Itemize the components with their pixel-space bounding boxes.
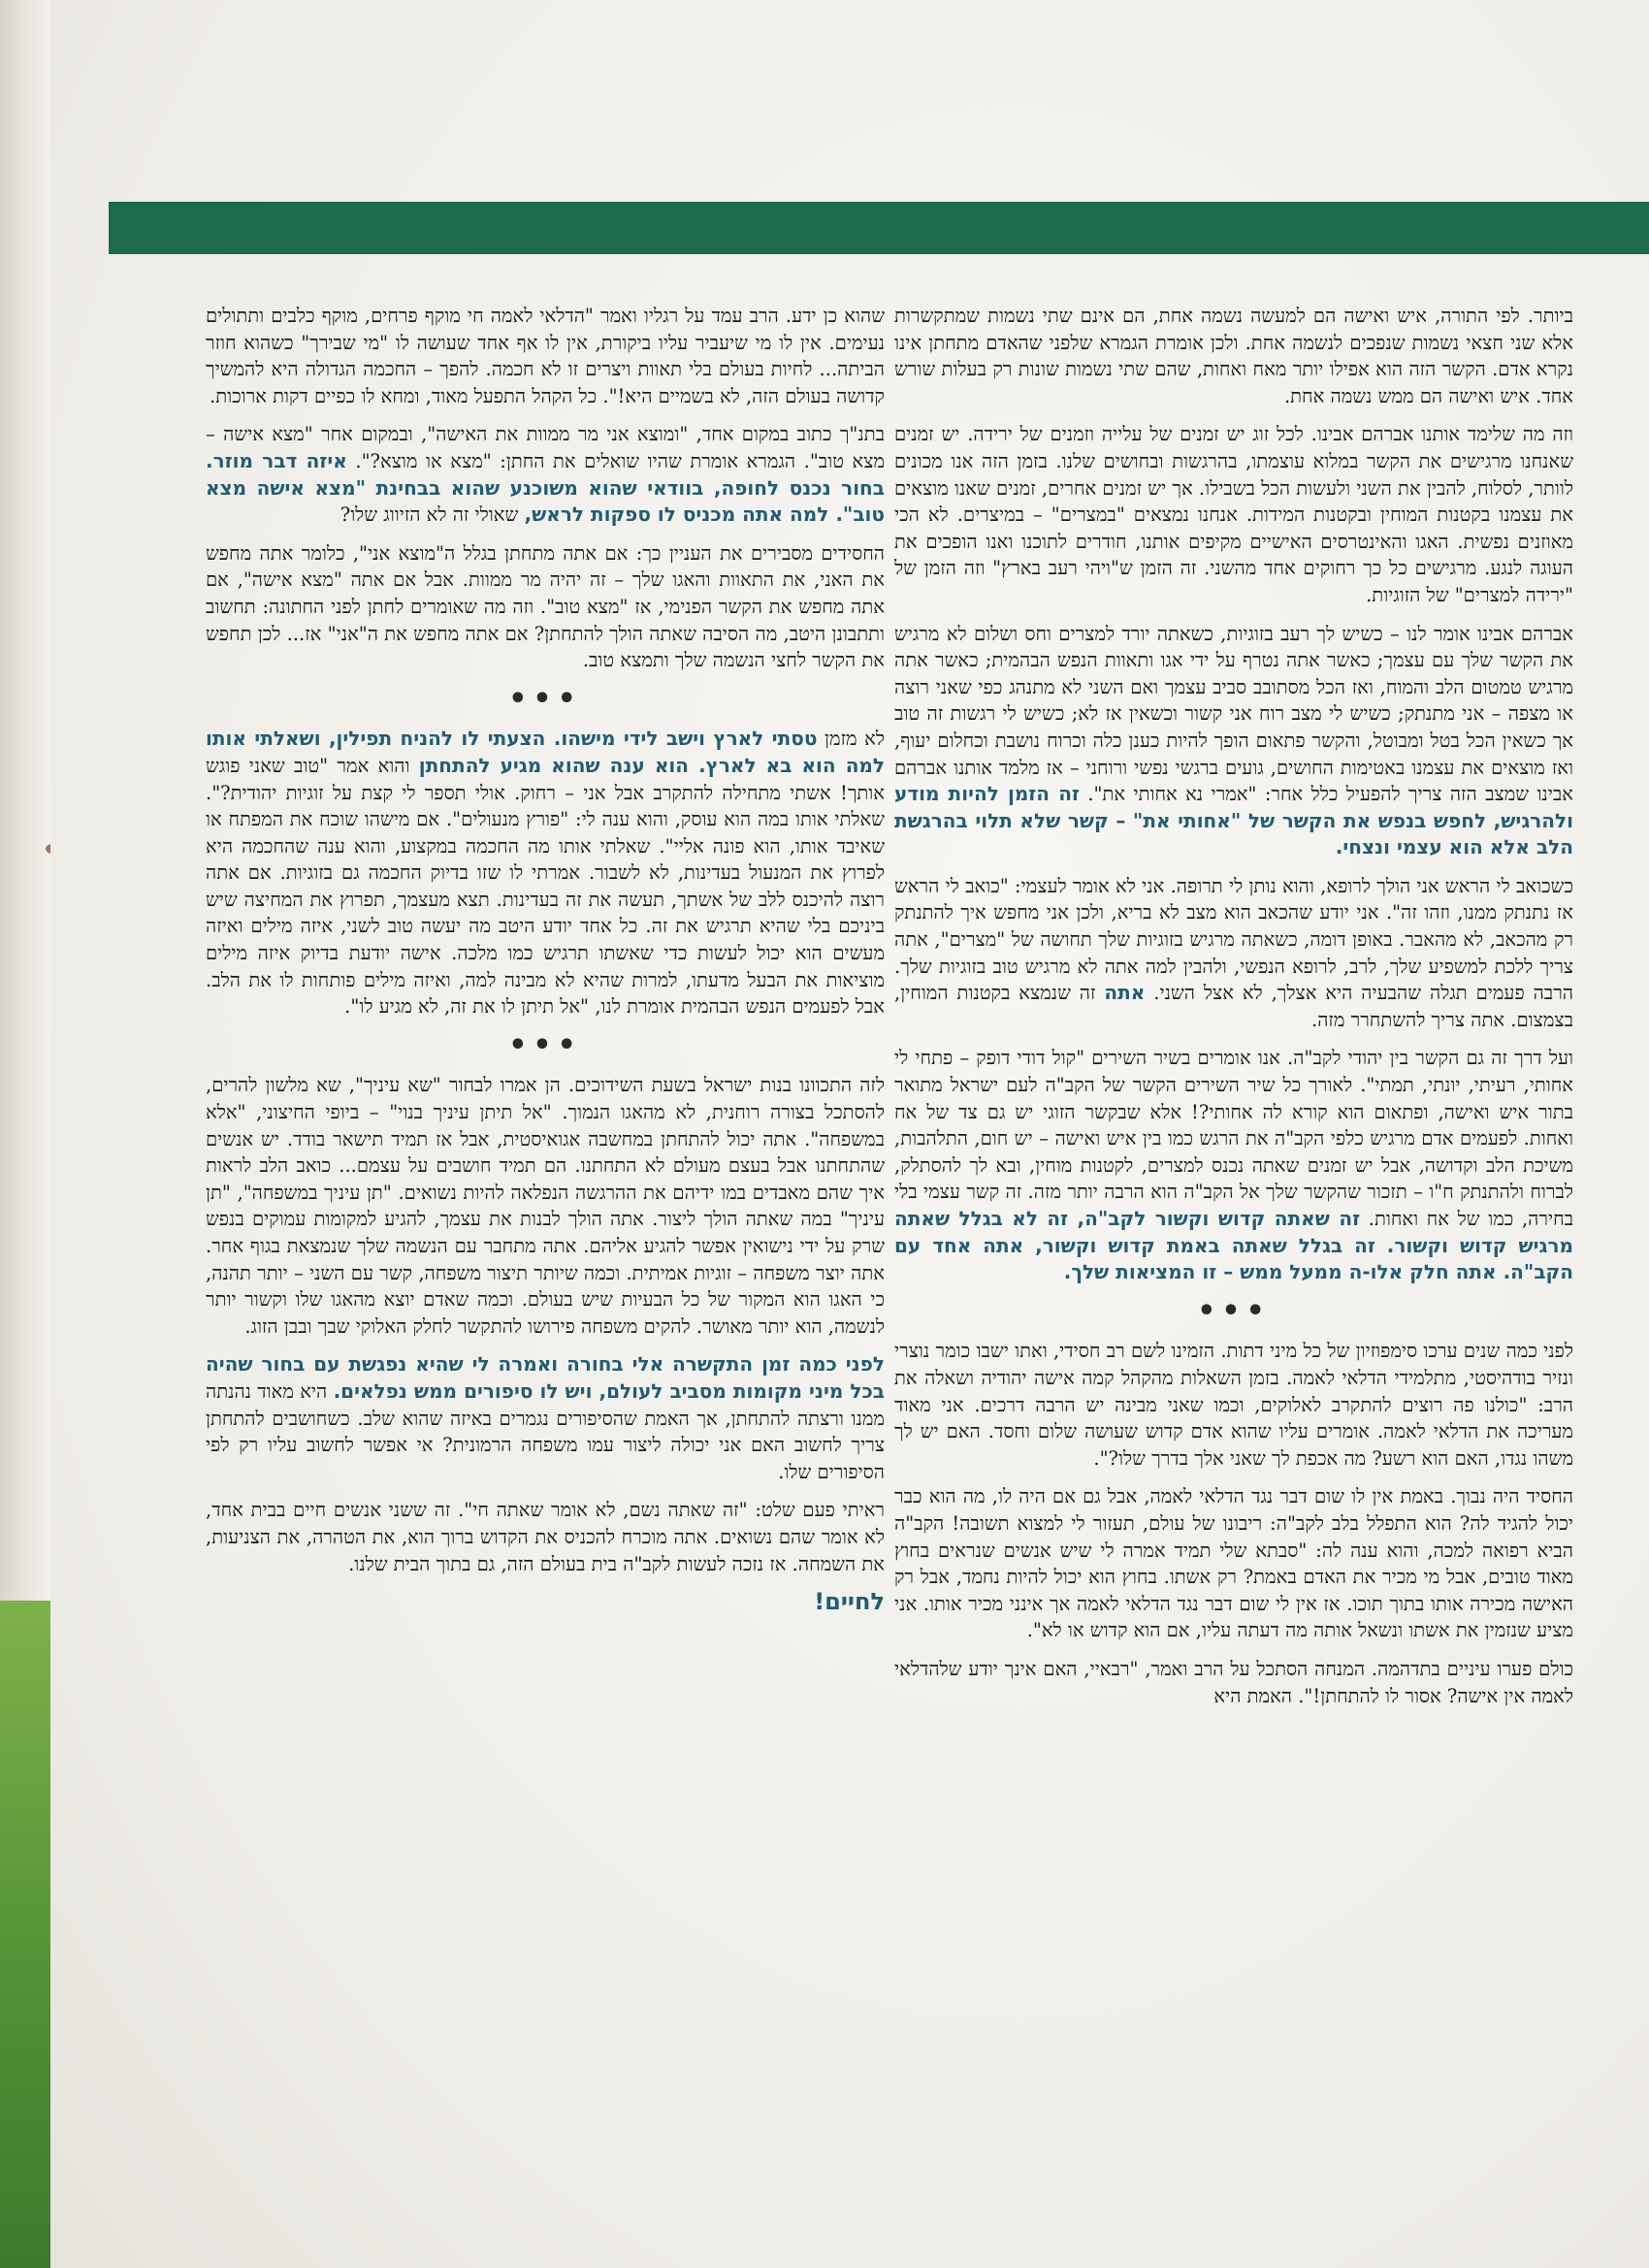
paragraph: לפני כמה שנים ערכו סימפוזיון של כל מיני דתות. הזמינו לשם רב חסידי, ואתו ישבו כומר נוצרי ונזיר בודהיסטי, מתלמידי הדלאי לאמה. בזמן השאלות מהקהל קמה אישה יהודיה ושאלה את הרב: "כולנו פה רוצים להתקרב לאלוקים, וכמו שאני מבינה יש הרבה דרכים. אני מאוד מעריכה את הדלאי לאמה. אומרים עליו שהוא אדם קדוש שעושה שלום וחסד. האם יש לך משהו נגדו, האם הוא רשע? מה אכפת לך שאני אלך בדרך שלו?". (894, 1340, 1573, 1470)
highlighted-quote: זה שאתה קדוש וקשור לקב"ה, זה לא בגלל שאתה מרגיש קדוש וקשור. זה בגלל שאתה באמת קדוש וקשור, אתה אחד עם הקב"ה. אתה חלק אלו-ה ממעל ממש – זו המציאות שלך. (894, 1207, 1573, 1284)
highlighted-quote: לפני כמה זמן התקשרה אלי בחורה ואמרה לי שהיא נפגשת עם בחור שהיה בכל מיני מקומות מסביב לעולם, ויש לו סיפורים ממש נפלאים. (206, 1352, 885, 1403)
paragraph: ראיתי פעם שלט: "זה שאתה נשם, לא אומר שאתה חי". זה ששני אנשים חיים בבית אחד, לא אומר שהם נשואים. אתה מוכרח להכניס את הקדוש ברוך הוא, את הטהרה, את הצניעות, את השמחה. אז נזכה לעשות לקב"ה בית בעולם הזה, גם בתוך הבית שלנו. (206, 1499, 885, 1575)
paragraph-text: לא מזמן (824, 728, 886, 751)
article-signoff: לחיים! (814, 1588, 885, 1616)
paragraph-text: כשכואב לי הראש אני הולך לרופא, והוא נותן לי תרופה. אני לא אומר לעצמי: "כואב לי הראש אז נתנתק ממנו, וזהו זה". אני יודע שהכאב הוא מצב לא בריא, ולכן אני מחפש איך להתנתק רק מהכאב, לא מהאבר. באופן דומה, כשאתה מרגיש בזוגיות שלך תחושה של "מצרים", אתה צריך ללכת למשפיע שלך, לרב, לרופא הנפשי, ולהבין למה אתה לא מרגיש טוב בזוגיות שלך. הרבה פעמים תגלה שהבעיה היא אצלך, לא אצל השני. (894, 874, 1573, 1005)
paragraph: ביותר. לפי התורה, איש ואישה הם למעשה נשמה אחת, הם אינם שתי נשמות שמתקשרות אלא שני חצאי נשמות שנפכים לנשמה אחת. ולכן אומרת הגמרא שלפני שהאדם מתחתן אינו נקרא אדם. הקשר הזה הוא אפילו יותר מאח ואחות, שהם שתי נשמות שונות רק בעלות שורש אחד. איש ואישה הם ממש נשמה אחת. (894, 305, 1573, 407)
paragraph: וזה מה שלימד אותנו אברהם אבינו. לכל זוג יש זמנים של עלייה וזמנים של ירידה. יש זמנים שאנחנו מרגישים את הקשר במלוא עוצמתו, בהרגשות ובחושים שלנו. בזמן הזה אנו מכונים לוותר, לסלוח, להבין את השני ולעשות הכל בשבילו. אך יש זמנים אחרים, זמנים שאנו מוצאים את עצמנו בקטנות המוחין ובקטנות המידות. אנחנו נמצאים "במצרים" – במיצרים. לא הכי מאוזנים נפשית. האגו והאינטרסים האישיים מקיפים אותנו, חודרים לתוכנו ואנו הופכים את העוגה לנגע. מרגישים כל כך רחוקים אחד מהשני. זה הזמן ש"ויהי רעב בארץ" וזה הזמן של "ירידה למצרים" של הזוגיות. (894, 423, 1573, 606)
previous-page-green-edge (0, 1601, 58, 2268)
paragraph (206, 726, 885, 1021)
paragraph (206, 421, 885, 528)
highlighted-word: אתה (1104, 981, 1146, 1005)
highlighted-quote: זה הזמן להיות מודע ולהרגיש, לחפש בנפש את הקשר של "אחותי את" – קשר שלא תלוי בהרגשת הלב אלא הוא עצמי ונצחי. (894, 782, 1573, 859)
paragraph-text: אברהם אבינו אומר לנו – כשיש לך רעב בזוגיות, כשאתה יורד למצרים וחס ושלום לא מרגיש את הקשר שלך עם עצמך; כאשר אתה נטרף על ידי אגו ותאוות הנפש הבהמית; כאשר אתה מרגיש טמטום הלב והמוח, ואז הכל מסתובב סביב עצמך ואם השני לא מתנהג כפי שאני רוצה או מצפה – אני מתנתק; כשיש לי מצב רוח אני קשור וכשאין אז לא; כשיש לי רגשות זה טוב אך כשאין הכל בטל ומבוטל, והקשר פתאום הופך להיות כענן כלה וכרוח נושבת וכחלום יעוף, ואז מוצאים את עצמנו באטימות החושים, גועים ברגשי נפשי ורוחני – אז מלמד אותנו אברהם אבינו שמצב הזה צריך להפעיל כלל אחר: "אמרי נא אחותי את". (894, 622, 1573, 806)
paragraph (894, 873, 1573, 1034)
paragraph-text: שאולי זה לא הזיווג שלו? (340, 503, 519, 527)
paragraph-text: ועל דרך זה גם הקשר בין יהודי לקב"ה. אנו אומרים בשיר השירים "קול דודי דופק – פתחי לי אחותי, רעיתי, יונתי, תמתי". לאורך כל שיר השירים הקשר של הקב"ה לעם ישראל מתואר בתור איש ואישה, ופתאום הוא קורא לה אחותי?! אלא שבקשר הזוגי יש גם צד של אח ואחות. לפעמים אדם מרגיש כלפי הקב"ה את הרגש כמו בין איש ואישה – יש חום, התלהבות, משיכת הלב וקדושה, אבל יש זמנים שאתה נכנס למצרים, לקטנות מוחין, ובא לך להסתלק, לברוח ולהתנתק ח"ו – תזכור שהקשר שלך אל הקב"ה הוא הרבה יותר מזה. זה קשר עצמי בלי בחירה, כמו של אח ואחות. (894, 1047, 1574, 1230)
paragraph-text: בתנ"ך כתוב במקום אחד, "ומוצא אני מר ממוות את האישה", ובמקום אחר "מצא אישה – מצא טוב". הגמרא אומרת שהיו שואלים את החתן: "מצא או מוצא?". (206, 423, 886, 472)
paragraph: לזה התכוונו בנות ישראל בשעת השידוכים. הן אמרו לבחור "שא עיניך", שא מלשון להרים, להסתכל בצורה רוחנית, לא מהאגו הנמוך. "אל תיתן עיניך בנוי" – ביופי החיצוני, "אלא במשפחה". אתה יכול להתחתן במחשבה אגואיסטית, אבל אז תמיד תישאר בודד. יש אנשים שהתחתנו אבל בעצם מעולם לא התחתנו. הם תמיד חושבים על עצמם... כואב הלב לראות איך שהם מאבדים במו ידיהם את ההרגשה הנפלאה להיות נשואים. "תן עיניך במשפחה", "תן עיניך" במה שאתה הולך ליצור. אתה הולך לבנות את עצמך, להגיע למקומות עמוקים בנפש שרק על ידי נישואין אפשר להגיע אליהם. אתה מתחבר עם הנשמה שלך שנמצאת בגוף אחר. אתה יוצר משפחה – זוגיות אמיתית. וכמה שיותר תיצור משפחה, קשר עם השני – יותר תהנה, כי האגו הוא המקור של כל הבעיות שיש בעולם. וכמה שאדם יוצא מהאגו שלו וקשור יותר לנשמה, הוא יותר מאושר. להקים משפחה פירושו להתקשר לחלק האלוקי שבך ובבן הזוג. (206, 1074, 885, 1338)
highlighted-quote: טסתי לארץ וישב לידי מישהו. הצעתי לו להניח תפילין, ושאלתי אותו למה הוא בא לארץ. הוא ענה שהוא מגיע להתחתן (206, 727, 886, 777)
section-divider: ••• (508, 1027, 582, 1062)
article-column-right (894, 303, 1573, 1721)
paragraph: החסיד היה נבוך. באמת אין לו שום דבר נגד הדלאי לאמה, אבל גם אם היה לו, מה הוא כבר יכול להגיד לה? הוא התפלל בלב לקב"ה: ריבונו של עולם, תעזור לי למצוא תשובה! הקב"ה הביא רפואה למכה, והוא ענה לה: "סבתא שלי תמיד אמרה לי שיש אנשים שנראים בחוץ מאוד טובים, אבל מי מכיר את האדם באמת? רק אשתו. בחוץ הוא יכול להיות נחמד, אבל רק האישה מכירה אותו בתוך תוכו. אז אין לי שום דבר נגד הדלאי לאמה אך אינני מכיר אותו. אני מציע שנזמין את אשתו ונשאל אותה מה דעתה עליו, אם הוא קדוש או לא". (894, 1485, 1573, 1642)
section-divider: ••• (1197, 1293, 1271, 1328)
paragraph-text: זה שנמצא בקטנות המוחין, בצמצום. אתה צריך להשתחרר מזה. (894, 982, 1573, 1031)
section-divider: ••• (508, 681, 582, 716)
paragraph-text: היא מאוד נהנתה ממנו ורצתה להתחתן, אך האמת שהסיפורים נגמרים באיזה שהוא שלב. כשחושבים להתחתן צריך לחשוב האם אני יכולה ליצור עמו משפחה הרמונית? אי אפשר לחשוב עליו רק לפי הסיפורים שלו. (206, 1379, 885, 1483)
paragraph (206, 1351, 885, 1485)
paragraph: כולם פערו עיניים בתדהמה. המנחה הסתכל על הרב ואמר, "רבאיי, האם אינך יודע שלהדלאי לאמה אין אישה? אסור לו להתחתן!". האמת היא (894, 1657, 1573, 1707)
paragraph (894, 1045, 1573, 1285)
article-column-left (206, 303, 885, 1616)
paragraph-text: והוא אמר "טוב שאני פוגש אותך! אשתי מתחילה להתקרב אבל אני – רחוק. אולי תספר לי קצת על זוגיות יהודית?". שאלתי אותו במה הוא עוסק, והוא ענה לי: "פורץ מנעולים". אם מישהו שוכח את המפתח או שאיבד אותו, הוא פונה אליי". שאלתי אותו מה החכמה במקצוע, והוא ענה שהחכמה היא לפרוץ את המנעול בעדינות, לא לשבור. אמרתי לו שזו בדיוק החכמה גם בזוגיות. אם אתה רוצה להיכנס ללב של אשתך, תעשה את זה בעדינות. תצא מעצמך, תפרוץ את המחיצה שיש ביניכם בלי שהיא תרגיש את זה. כל אחד יודע היטב מה יעשה טוב לשני, איזה מילים ואיזה מעשים הוא יכול לעשות כדי שאשתו תרגיש כמו מלכה. אישה יודעת בדיוק איזה מילים מוציאות את הבעל מדעתו, למרות שהיא לא מבינה למה, ואיזה מילים פותחות לו את הלב. אבל לפעמים הנפש הבהמית אומרת לנו, "אל תיתן לו את זה, לא מגיע לו". (206, 754, 885, 1019)
paragraph: החסידים מסבירים את העניין כך: אם אתה מתחתן בגלל ה"מוצא אני", כלומר אתה מחפש את האני, את התאוות והאגו שלך – זה יהיה מר ממוות. אבל אם אתה "מצא אישה", אם אתה מחפש את הקשר הפנימי, אז "מצא טוב". וזה מה שאומרים לחתן לפני החתונה: תחשוב ותתבונן היטב, מה הסיבה שאתה הולך להתחתן? אם אתה מחפש את ה"אני" אז... לכן תחפש את הקשר לחצי הנשמה שלך ותמצא טוב. (206, 541, 885, 672)
paragraph: שהוא כן ידע. הרב עמד על רגליו ואמר "הדלאי לאמה חי מוקף פרחים, מוקף כלבים ותתולים נעימים. אין לו מי שיעביר עליו ביקורת, אין לו אף אחד שעושה לו "מי שבירך" כשהוא חוזר הביתה... לחיות בעולם בלי תאוות ויצרים זו לא חכמה. להפך – החכמה הגדולה היא להמשיך קדושה בעולם הזה, לא בשמיים היא!". כל הקהל התפעל מאוד, ומחא לו כפיים דקות ארוכות. (206, 305, 885, 407)
paragraph (894, 621, 1573, 861)
highlighted-quote: איזה דבר מוזר. בחור נכנס לחופה, בוודאי שהוא משוכנע שהוא בבחינת "מצא אישה מצא טוב". למה אתה מכניס לו ספקות לראש, (206, 448, 885, 527)
header-bar (109, 202, 1649, 254)
